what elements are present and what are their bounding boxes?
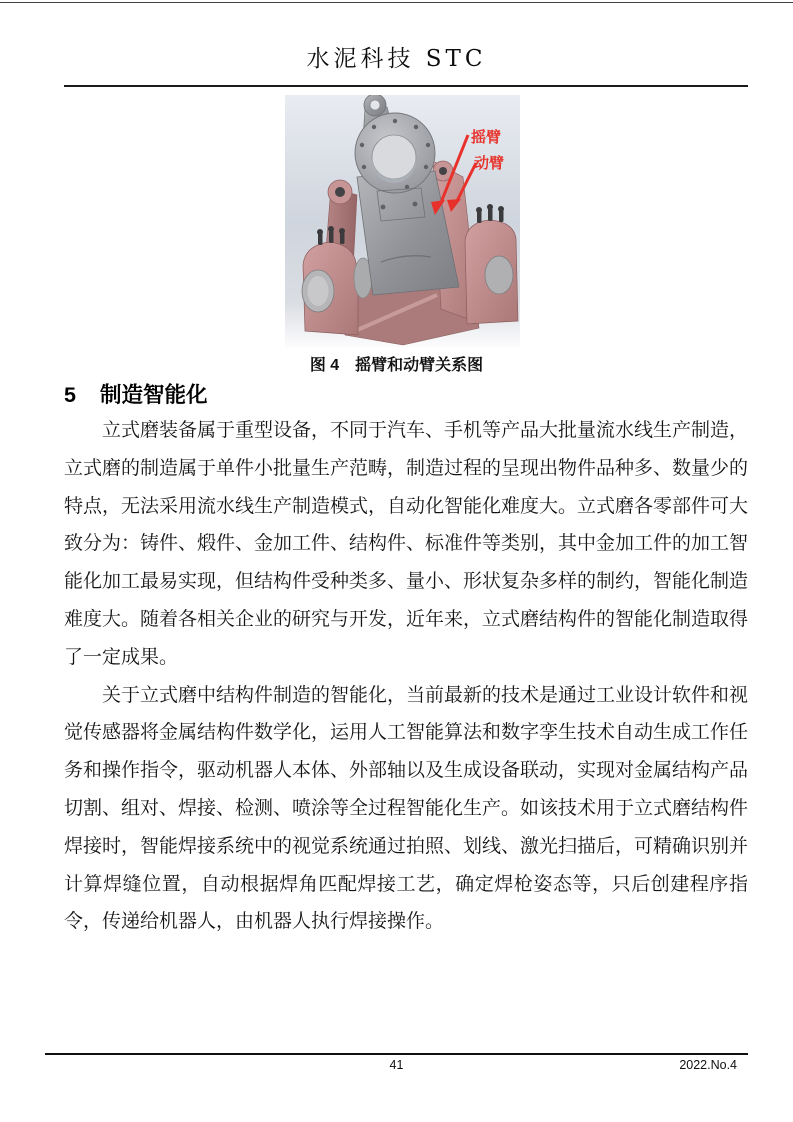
figure-rocker-arm-cad-image xyxy=(285,95,520,348)
rocker-lug-hole xyxy=(370,100,380,110)
figure-caption: 图 4 摇臂和动臂关系图 xyxy=(309,357,484,374)
issue-label: 2022.No.4 xyxy=(679,1058,737,1072)
article-body xyxy=(64,412,748,941)
footer-divider xyxy=(45,1053,748,1055)
page-top-border xyxy=(0,2,793,3)
header-divider xyxy=(64,85,748,87)
section-number: 5 xyxy=(64,383,76,407)
left-bearing-flange-face xyxy=(308,276,329,306)
page-number: 41 xyxy=(389,1058,404,1072)
plate-bolt-1 xyxy=(381,205,386,210)
left-pivot-bolt xyxy=(335,187,345,197)
paragraph-2: 关于立式磨中结构件制造的智能化，当前最新的技术是通过工业设计软件和视觉传感器将金属结构件数学化，运用人工智能算法和数字孪生技术自动生成工作任务和操作指令，驱动机器人本体、外部轴以及生成设备联动，实现对金属结构产品切割、组对、焊接、检测、喷涂等全过程智能化生产。如该技术用于立式磨结构件焊接时，智能焊接系统中的视觉系统通过拍照、划线、激光扫描后，可精确识别并计算焊缝位置，自动根据焊角匹配焊接工艺，确定焊枪姿态等，只后创建程序指令，传递给机器人，由机器人执行焊接操作。 xyxy=(64,684,749,933)
cad-render xyxy=(285,95,520,348)
moving-arm-label: 动臂 xyxy=(474,155,505,172)
right-bearing-flange xyxy=(485,256,513,294)
section-title: 制造智能化 xyxy=(99,383,208,407)
paragraph-1: 立式磨装备属于重型设备，不同于汽车、手机等产品大批量流水线生产制造，立式磨的制造属于单件小批量生产范畴，制造过程的呈现出物件品种多、数量少的特点，无法采用流水线生产制造模式，自动化智能化难度大。立式磨各零部件可大致分为：铸件、煅件、金加工件、结构件、标准件等类别，其中金加工件的加工智能化加工最易实现，但结构件受种类多、量小、形状复杂多样的制约，智能化制造难度大。随着各相关企业的研究与开发，近年来，立式磨结构件的智能化制造取得了一定成果。 xyxy=(64,420,749,668)
section-heading xyxy=(64,378,207,409)
rocker-head-bore xyxy=(372,135,416,179)
right-pivot-bolt xyxy=(439,167,447,175)
rocker-arm-label: 摇臂 xyxy=(471,129,502,146)
journal-title: 水泥科技 STC xyxy=(306,46,487,72)
plate-bolt-2 xyxy=(413,202,418,207)
